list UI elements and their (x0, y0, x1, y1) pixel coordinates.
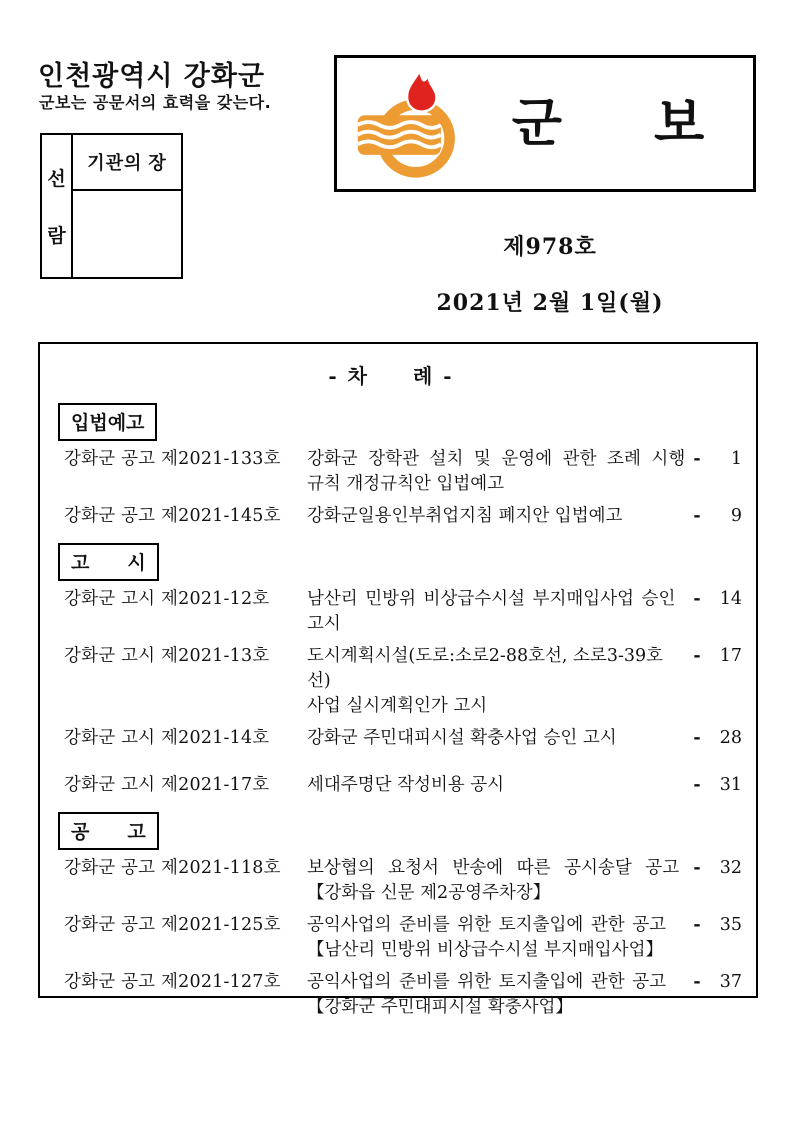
toc-item (64, 587, 742, 637)
masthead-box (334, 55, 756, 192)
toc-item (64, 447, 742, 497)
approval-vertical-label (42, 135, 73, 277)
doc-number: 강화군 고시 제2021-13호 (64, 646, 270, 666)
item-title: 도시계획시설(도로:소로2-88호선, 소로3-39호선) 사업 실시계획인가 고시 (307, 646, 664, 716)
toc-item (64, 856, 742, 906)
page-number: 17 (719, 646, 742, 666)
page-number: 14 (719, 589, 742, 609)
leader-dash: - (693, 775, 701, 795)
item-title: 강화군 주민대피시설 확충사업 승인 고시 (307, 728, 617, 748)
issue-number: 제978호 (503, 234, 597, 260)
toc-item (64, 773, 742, 798)
approval-head-cell: 기관의 장 (73, 135, 181, 191)
toc-box (38, 342, 758, 1017)
page-number: 32 (719, 858, 742, 878)
masthead-title (469, 93, 753, 154)
section-label: 고 시 (58, 543, 159, 581)
doc-number: 강화군 공고 제2021-127호 (64, 972, 281, 992)
doc-number: 강화군 공고 제2021-145호 (64, 506, 281, 526)
ganghwa-county-emblem-icon (349, 67, 469, 181)
page-number: 28 (719, 728, 742, 748)
leader-dash: - (693, 589, 701, 609)
item-title: 보상협의 요청서 반송에 따른 공시송달 공고 【강화읍 신문 제2공영주차장】 (307, 858, 680, 903)
doc-number: 강화군 공고 제2021-125호 (64, 915, 281, 935)
section-label: 공 고 (58, 812, 159, 850)
page-number: 37 (719, 972, 742, 992)
masthead-char-right: 보 (654, 93, 705, 154)
org-title: 인천광역시 강화군 (38, 61, 266, 92)
org-subtitle: 군보는 공문서의 효력을 갖는다. (39, 93, 272, 112)
item-title: 공익사업의 준비를 위한 토지출입에 관한 공고 【남산리 민방위 비상급수시설 부지매입사업】 (307, 915, 667, 960)
item-title: 강화군 장학관 설치 및 운영에 관한 조례 시행 규칙 개정규칙안 입법예고 (307, 449, 686, 494)
doc-number: 강화군 공고 제2021-133호 (64, 449, 281, 469)
approval-stamp-table (40, 133, 183, 279)
leader-dash: - (693, 646, 701, 666)
doc-number: 강화군 고시 제2021-17호 (64, 775, 270, 795)
item-title: 남산리 민방위 비상급수시설 부지매입사업 승인 고시 (307, 589, 676, 634)
approval-right-column (73, 135, 181, 277)
page-number: 1 (730, 449, 742, 469)
toc-item (64, 970, 742, 1020)
item-title: 공익사업의 준비를 위한 토지출입에 관한 공고 【강화군 주민대피시설 확충사업】 (307, 972, 667, 1017)
toc-section-notifications (40, 543, 742, 798)
doc-number: 강화군 고시 제2021-14호 (64, 728, 270, 748)
toc-section-announcements (40, 812, 742, 1020)
toc-section-legislation-notice (40, 403, 742, 529)
masthead-char-left: 군 (511, 93, 562, 154)
issue-date: 2021년 2월 1일(월) (436, 290, 664, 316)
toc-item (64, 644, 742, 719)
leader-dash: - (693, 506, 701, 526)
toc-item (64, 913, 742, 963)
item-title: 강화군일용인부취업지침 폐지안 입법예고 (307, 506, 623, 526)
approval-label-bottom: 람 (47, 225, 66, 247)
page-number: 9 (730, 506, 742, 526)
leader-dash: - (693, 972, 701, 992)
toc-title: - 차 례 - (328, 364, 454, 388)
approval-signature-cell (73, 191, 181, 277)
page-number: 31 (719, 775, 742, 795)
item-title: 세대주명단 작성비용 공시 (307, 775, 505, 795)
doc-number: 강화군 공고 제2021-118호 (64, 858, 281, 878)
approval-label-top: 선 (47, 169, 66, 191)
toc-item (64, 726, 742, 751)
issue-block (340, 230, 760, 317)
leader-dash: - (693, 728, 701, 748)
section-label: 입법예고 (58, 403, 157, 441)
toc-item (64, 504, 742, 529)
doc-number: 강화군 고시 제2021-12호 (64, 589, 270, 609)
page-number: 35 (719, 915, 742, 935)
leader-dash: - (693, 858, 701, 878)
leader-dash: - (693, 449, 701, 469)
leader-dash: - (693, 915, 701, 935)
